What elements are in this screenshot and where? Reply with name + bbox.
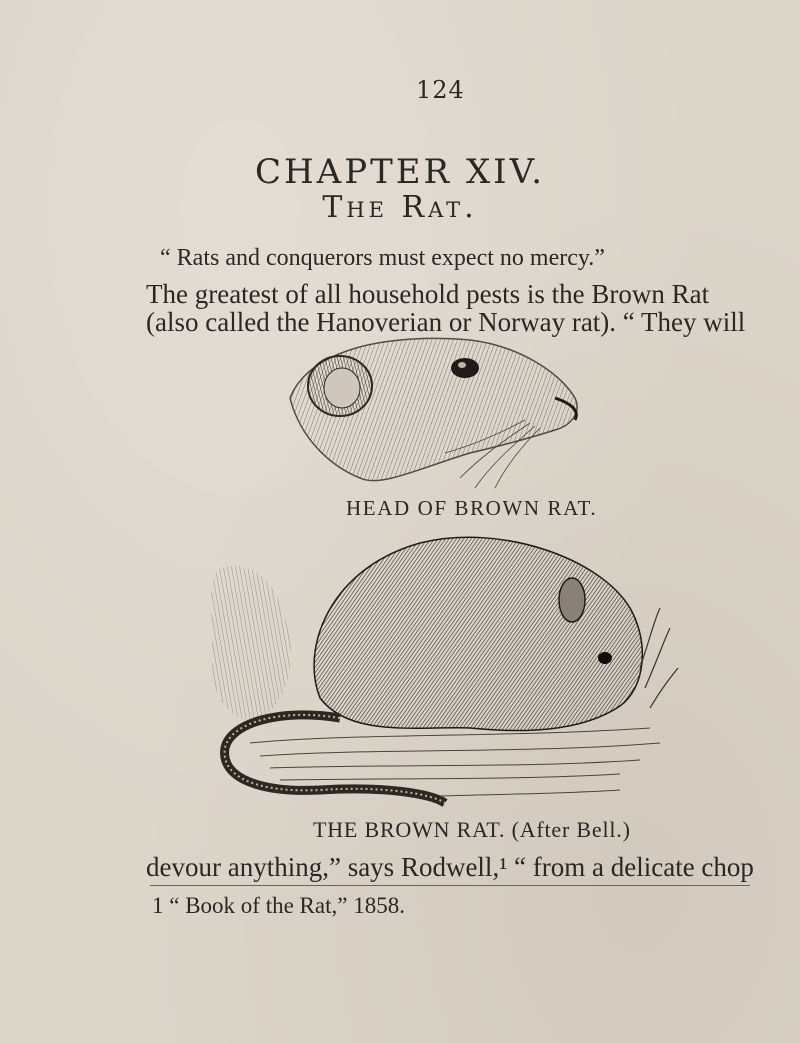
figure-caption-full: THE BROWN RAT. (After Bell.) — [313, 817, 631, 842]
body-line-2: (also called the Hanoverian or Norway rat). “ They will — [146, 307, 746, 337]
page-number: 124 — [416, 76, 465, 104]
epigraph: “ Rats and conquerors must expect no mercy.” — [160, 245, 605, 271]
rat-head-illustration — [270, 328, 590, 498]
footnote: 1 “ Book of the Rat,” 1858. — [152, 893, 405, 918]
brown-rat-illustration — [200, 528, 680, 818]
body-line-3: devour anything,” says Rodwell,¹ “ from a delicate chop — [146, 852, 754, 882]
body-line-1: The greatest of all household pests is the Brown Rat — [146, 279, 710, 309]
chapter-heading: CHAPTER XIV. — [254, 152, 546, 192]
footnote-rule — [150, 885, 750, 886]
figure-caption-head: HEAD OF BROWN RAT. — [346, 496, 598, 520]
chapter-title: The Rat. — [322, 190, 478, 225]
